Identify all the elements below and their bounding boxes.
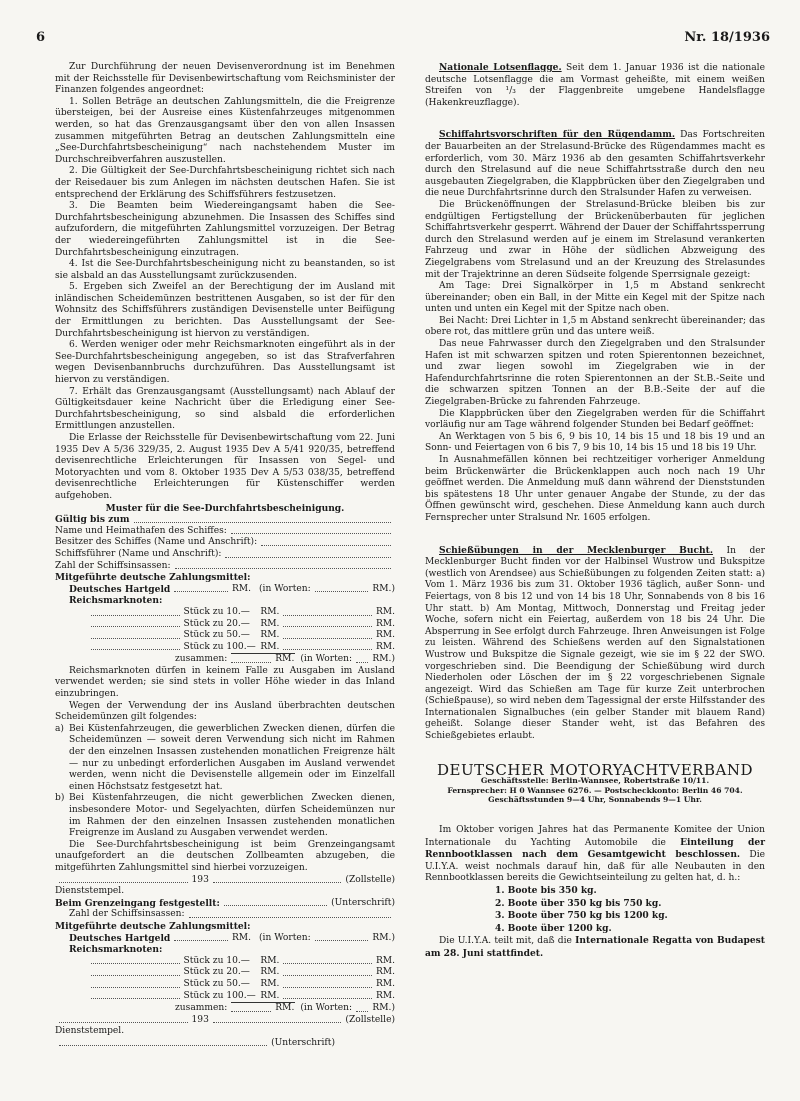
verband-address: Geschäftsstelle: Berlin-Wannsee, Robertstraße 10/11.: [480, 776, 710, 786]
stueck-row: Stück zu 50.— RM. RM.: [55, 979, 395, 991]
hartgeld-row: Deutsches Hartgeld RM. (in Worten: RM.): [69, 583, 395, 595]
muster-title: Muster für die See-Durchfahrtsbescheinigung.: [105, 502, 345, 514]
closing-paragraph: Die See-Durchfahrtsbescheinigung ist beim Grenzeingangsamt unaufgefordert an die deutschen Zollbeamten abzugeben, die mitgeführten Zahlungsmittel sind hierbei vorzuzeigen.: [55, 839, 395, 873]
schiessuebungen-section: Schießübungen in der Mecklenburger Bucht. In der Mecklenburger Bucht finden vor der Halbinsel Wustrow und Bukspitze (westlich von Arendsee) aus Schießübungen zu folgenden Zeiten statt: a) Vom 1. März 1936 bis zum 31. Oktober 1936 täglich, außer Sonn- und Feiertags, von 8 bis 12 und von 14 bis 18 Uhr, Sonnabends von 8 bis 16 Uhr statt. b) Am Montag, Mittwoch, Donnerstag und Freitag jeder Woche, sofern nicht ein Feiertag, außerdem von 18 bis 24 Uhr. Die Absperrung in See erfolgt durch Fahrzeuge. Ihren Anweisungen ist Folge zu leisten. Während des Schießens werden auf den Signalstationen Wustrow und Bukspitze die Signale gezeigt, wie sie im § 22 der SWO. vorgeschrieben sind. Die Beendigung der Schießübung wird durch Niederholen oder Löschen der im § 22 vorgeschriebenen Signale angezeigt. Wird das Schießen am Tage für kurze Zeit unterbrochen (Schießpause), so wird neben dem Tagessignal der erste Hilfsstander des Internationalen Signalbuches (ein gelber Stander mit blauem Rand) geheißt. Solange dieser Stander weht, ist das Befahren des Schießgebietes erlaubt.: [425, 544, 766, 742]
paragraph-scheidemuenzen: Wegen der Verwendung der ins Ausland überbrachten deutschen Scheidemünzen gilt folgendes:: [55, 700, 395, 723]
page-header: [30, 30, 770, 48]
ruegen-paragraph: An Werktagen von 5 bis 6, 9 bis 10, 14 bis 15 und 18 bis 19 und an Sonn- und Feiertagen von 6 bis 7, 9 bis 10, 14 bis 15 und 18 bis 19 Uhr.: [425, 431, 765, 454]
left-column: [55, 62, 395, 1049]
field-row: Name und Heimathafen des Schiffes:: [55, 526, 395, 538]
ruegen-paragraph: Das neue Fahrwasser durch den Ziegelgraben und den Stralsunder Hafen ist mit schwarzen spitzen und roten Spierentonnen bezeichnet, und zwar liegen sowohl im Ziegelgraben wie in der Hafendurchfahrtsrinne die roten Spierentonnen an der St.B.-Seite und die schwarzen spitzen Tonnen an der B.B.-Seite der auf die Ziegelgraben-Brücke zu fahrenden Fahrzeuge.: [425, 339, 765, 408]
stueck-row: Stück zu 20.— RM. RM.: [55, 967, 395, 979]
verband-phone: Fernsprecher: H 0 Wannsee 6276. — Postscheckkonto: Berlin 46 704.: [447, 785, 743, 795]
zollstelle-row: 193 (Zollstelle): [55, 875, 395, 887]
list-item: a) Bei Küstenfahrzeugen, die gewerblichen Zwecken dienen, dürfen die Scheidemünzen — soweit deren Verwendung sich nicht im Rahmen der den einzelnen Insassen zustehenden monatlichen Freigrenze hält — nur zu unbedingt erforderlichen Ausgaben im Ausland verwendet werden, wenn nicht die Devisenstelle allgemein oder im Einzelfall einen Höchstsatz festgesetzt hat.: [55, 723, 395, 792]
grenzeingang-row: Beim Grenzeingang festgestellt: (Unterschrift): [55, 897, 395, 909]
dienststempel-row: Dienststempel.: [55, 886, 125, 897]
unterschrift-row: (Unterschrift): [55, 1038, 395, 1050]
reichsmarknoten-heading: Reichsmarknoten:: [69, 595, 163, 607]
paragraph-6: 6. Werden weniger oder mehr Reichsmarknoten eingeführt als in der See-Durchfahrtsbescheinigung angegeben, so ist das Strafverfahren wegen Devisenbannbruchs durchzuführen. Das Ausstellungsamt ist hiervon zu verständigen.: [55, 340, 395, 386]
zusammen-row: zusammen: RM. (in Worten: RM.): [175, 1003, 395, 1014]
verband-hours: Geschäftsstunden 9—4 Uhr, Sonnabends 9—1 Uhr.: [488, 795, 702, 805]
paragraph-1: 1. Sollen Beträge an deutschen Zahlungsmitteln, die die Freigrenze übersteigen, bei der Ausreise eines Küstenfahrzeuges mitgenommen werden, so hat das Grenzausgangsamt über den von allen Insassen zusammen mitgeführten Betrag an deutschen Zahlungsmitteln eine „See-Durchfahrtsbescheinigung“ nach nachstehendem Muster im Durchschreibverfahren auszustellen.: [55, 96, 395, 165]
zollstelle-row: 193 (Zollstelle): [55, 1015, 395, 1027]
uiya-paragraph: Im Oktober vorigen Jahres hat das Permanente Komitee der Union Internationale du Yachting Automobile die Einteilung der Rennbootklassen nach dem Gesamtgewicht beschlossen. Die U.I.Y.A. weist nochmals darauf hin, daß für alle Neubauten in den Rennbootklassen bereits die Gewichtseinteilung zu gelten hat, d. h.:: [425, 825, 765, 884]
paragraph-7: 7. Erhält das Grenzausgangsamt (Ausstellungsamt) nach Ablauf der Gültigkeitsdauer keine Nachricht über die Erledigung einer See-Durchfahrtsbescheinigung, so sind alsbald die erforderlichen Ermittlungen anzustellen.: [55, 386, 395, 432]
list-item: 1. Boote bis 350 kg.: [495, 885, 597, 896]
field-row: Schiffsführer (Name und Anschrift):: [55, 549, 395, 561]
page-number: 6: [36, 30, 46, 45]
mitgef-heading: Mitgeführte deutsche Zahlungsmittel:: [55, 572, 251, 584]
field-row: Besitzer des Schiffes (Name und Anschrift):: [55, 537, 395, 549]
stueck-row: Stück zu 20.— RM. RM.: [55, 619, 395, 631]
ruegen-paragraph: Die Klappbrücken über den Ziegelgraben werden für die Schiffahrt vorläufig nur am Tage während folgender Stunden bei Bedarf geöffnet:: [425, 408, 765, 431]
paragraph-reichsmarknoten: Reichsmarknoten dürfen in keinem Falle zu Ausgaben im Ausland verwendet werden; sie sind stets in voller Höhe wieder in das Inland einzubringen.: [55, 665, 395, 700]
stueck-row: Stück zu 10.— RM. RM.: [55, 607, 395, 619]
schiessuebungen-title: Schießübungen in der Mecklenburger Bucht.: [439, 544, 713, 556]
paragraph-erlasse: Die Erlasse der Reichsstelle für Devisenbewirtschaftung vom 22. Juni 1935 Dev A 5/36 329/35, 2. August 1935 Dev A 5/41 920/35, betreffend devisenrechtliche Erleichterungen für Insassen von Segel- und Motoryachten und vom 8. Oktober 1935 Dev A 5/53 038/35, betreffend devisenrechtliche Erleichterungen für Küstenschiffer werden aufgehoben.: [55, 433, 395, 501]
list-item: 4. Boote über 1200 kg.: [495, 922, 612, 934]
intro-paragraph: Zur Durchführung der neuen Devisenverordnung ist im Benehmen mit der Reichsstelle für Devisenbewirtschaftung vom Reichsminister der Finanzen folgendes angeordnet:: [55, 62, 395, 96]
hartgeld-row: Deutsches Hartgeld RM. (in Worten: RM.): [69, 932, 395, 944]
list-item: b) Bei Küstenfahrzeugen, die nicht gewerblichen Zwecken dienen, insbesondere Motor- und Segelyachten, dürfen Scheidemünzen nur im Rahmen der den einzelnen Insassen zustehenden monatlichen Freigrenze im Ausland zu Ausgaben verwendet werden.: [55, 793, 395, 839]
ruegen-paragraph: Am Tage: Drei Signalkörper in 1,5 m Abstand senkrecht übereinander; oben ein Ball, in der Mitte ein Kegel mit der Spitze nach unten und unten ein Kegel mit der Spitze nach oben.: [425, 281, 765, 315]
reichsmarknoten-heading: Reichsmarknoten:: [69, 944, 163, 956]
right-column: [425, 62, 765, 961]
mitgef2-heading: Mitgeführte deutsche Zahlungsmittel:: [55, 920, 251, 932]
gueltig-blank: [134, 514, 391, 523]
stueck-row: Stück zu 10.— RM. RM.: [55, 956, 395, 968]
zahl-insassen-row: Zahl der Schiffsinsassen:: [55, 909, 395, 921]
usage-list: [55, 724, 395, 840]
dienststempel-row: Dienststempel.: [55, 1026, 125, 1037]
paragraph-2: 2. Die Gültigkeit der See-Durchfahrtsbescheinigung richtet sich nach der Reisedauer bis zum Anlegen im nächsten deutschen Hafen. Sie ist entsprechend der Erklärung des Schiffsführers festzusetzen.: [55, 166, 395, 200]
zusammen-row: zusammen: RM. (in Worten: RM.): [175, 654, 395, 665]
ruegendamm-title: Schiffahrtsvorschriften für den Rügendamm.: [439, 129, 676, 141]
paragraph-4: 4. Ist die See-Durchfahrtsbescheinigung nicht zu beanstanden, so ist sie alsbald an das Ausstellungsamt zurückzusenden.: [55, 259, 395, 281]
regatta-paragraph: Die U.I.Y.A. teilt mit, daß die Internationale Regatta von Budapest am 28. Juni stattfindet.: [425, 935, 765, 959]
ruegen-paragraph: In Ausnahmefällen können bei rechtzeitiger vorheriger Anmeldung beim Brückenwärter die Brückenklappen auch noch nach 19 Uhr geöffnet werden. Die Anmeldung muß dann während der Dienststunden bis spätestens 18 Uhr unter genauer Angabe der Stunde, zu der das Öffnen gewünscht wird, geschehen. Diese Anmeldung kann auch durch Fernsprecher unter Stralsund Nr. 1605 erfolgen.: [425, 455, 765, 523]
list-item: 2. Boote über 350 kg bis 750 kg.: [495, 897, 662, 909]
issue-number: Nr. 18/1936: [684, 30, 770, 45]
paragraph-3: 3. Die Beamten beim Wiedereingangsamt haben die See-Durchfahrtsbescheinigung abzunehmen. Die Insassen des Schiffes sind aufzufordern, die mitgeführten Zahlungsmittel vorzuzeigen. Der Betrag der wiedereingeführten Zahlungsmittel ist in die See-Durchfahrtsbescheinigung einzutragen.: [55, 201, 395, 258]
ruegen-paragraph: Die Brückenöffnungen der Strelasund-Brücke bleiben bis zur endgültigen Fertigstellung der Brückenüberbauten für jeglichen Schiffahrtsverkehr gesperrt. Während der Dauer der Schiffahrtssperrung durch den Strelasund werden auf je einem im Strelasund verankerten Fahrzeug und zwar in Höhe der südlichen Abzweigung des Ziegelgrabens vom Strelasund und an der Kreuzung des Strelasundes mit der Trajektrinne an deren Südseite folgende Sperrsignale gezeigt:: [425, 199, 765, 280]
ruegendamm-section: Schiffahrtsvorschriften für den Rügendamm. Das Fortschreiten der Bauarbeiten an der Strelasund-Brücke des Rügendammes macht es erforderlich, vom 30. März 1936 ab den gesamten Schiffahrtsverkehr durch den Strelasund auf die neue Schiffahrtsstraße durch den neu ausgebauten Ziegelgraben, die Klappbrücken über den Ziegelgraben und die neue Durchfahrtsrinne durch den Stralsunder Hafen zu verweisen.: [425, 129, 765, 199]
stueck-row: Stück zu 100.— RM. RM.: [55, 991, 395, 1003]
gueltig-row: Gültig bis zum: [55, 514, 395, 526]
lotsenflagge-title: Nationale Lotsenflagge.: [439, 62, 562, 73]
verband-title: DEUTSCHER MOTORYACHTVERBAND: [437, 760, 753, 779]
field-row: Zahl der Schiffsinsassen:: [55, 561, 395, 573]
stueck-row: Stück zu 100.— RM. RM.: [55, 642, 395, 654]
boat-classes: [425, 885, 765, 935]
ruegen-paragraph: Bei Nacht: Drei Lichter in 1,5 m Abstand senkrecht übereinander; das obere rot, das mittlere grün und das untere weiß.: [425, 315, 765, 338]
stueck-row: Stück zu 50.— RM. RM.: [55, 630, 395, 642]
lotsenflagge-section: Nationale Lotsenflagge. Seit dem 1. Januar 1936 ist die nationale deutsche Lotsenflagge die am Vormast geheißte, mit einem weißen Streifen von ¹/₃ der Flaggenbreite umgebene Handelsflagge (Hakenkreuzflagge).: [425, 62, 765, 108]
list-item: 3. Boote über 750 kg bis 1200 kg.: [495, 910, 668, 922]
paragraph-5: 5. Ergeben sich Zweifel an der Berechtigung der im Ausland mit inländischen Scheidemünzen bestrittenen Ausgaben, so ist der für den Wohnsitz des Schiffsführers zuständigen Devisenstelle unter Beifügung der Ermittlungen zu berichten. Das Ausstellungsamt der See-Durchfahrtsbescheinigung ist hiervon zu verständigen.: [55, 282, 395, 339]
